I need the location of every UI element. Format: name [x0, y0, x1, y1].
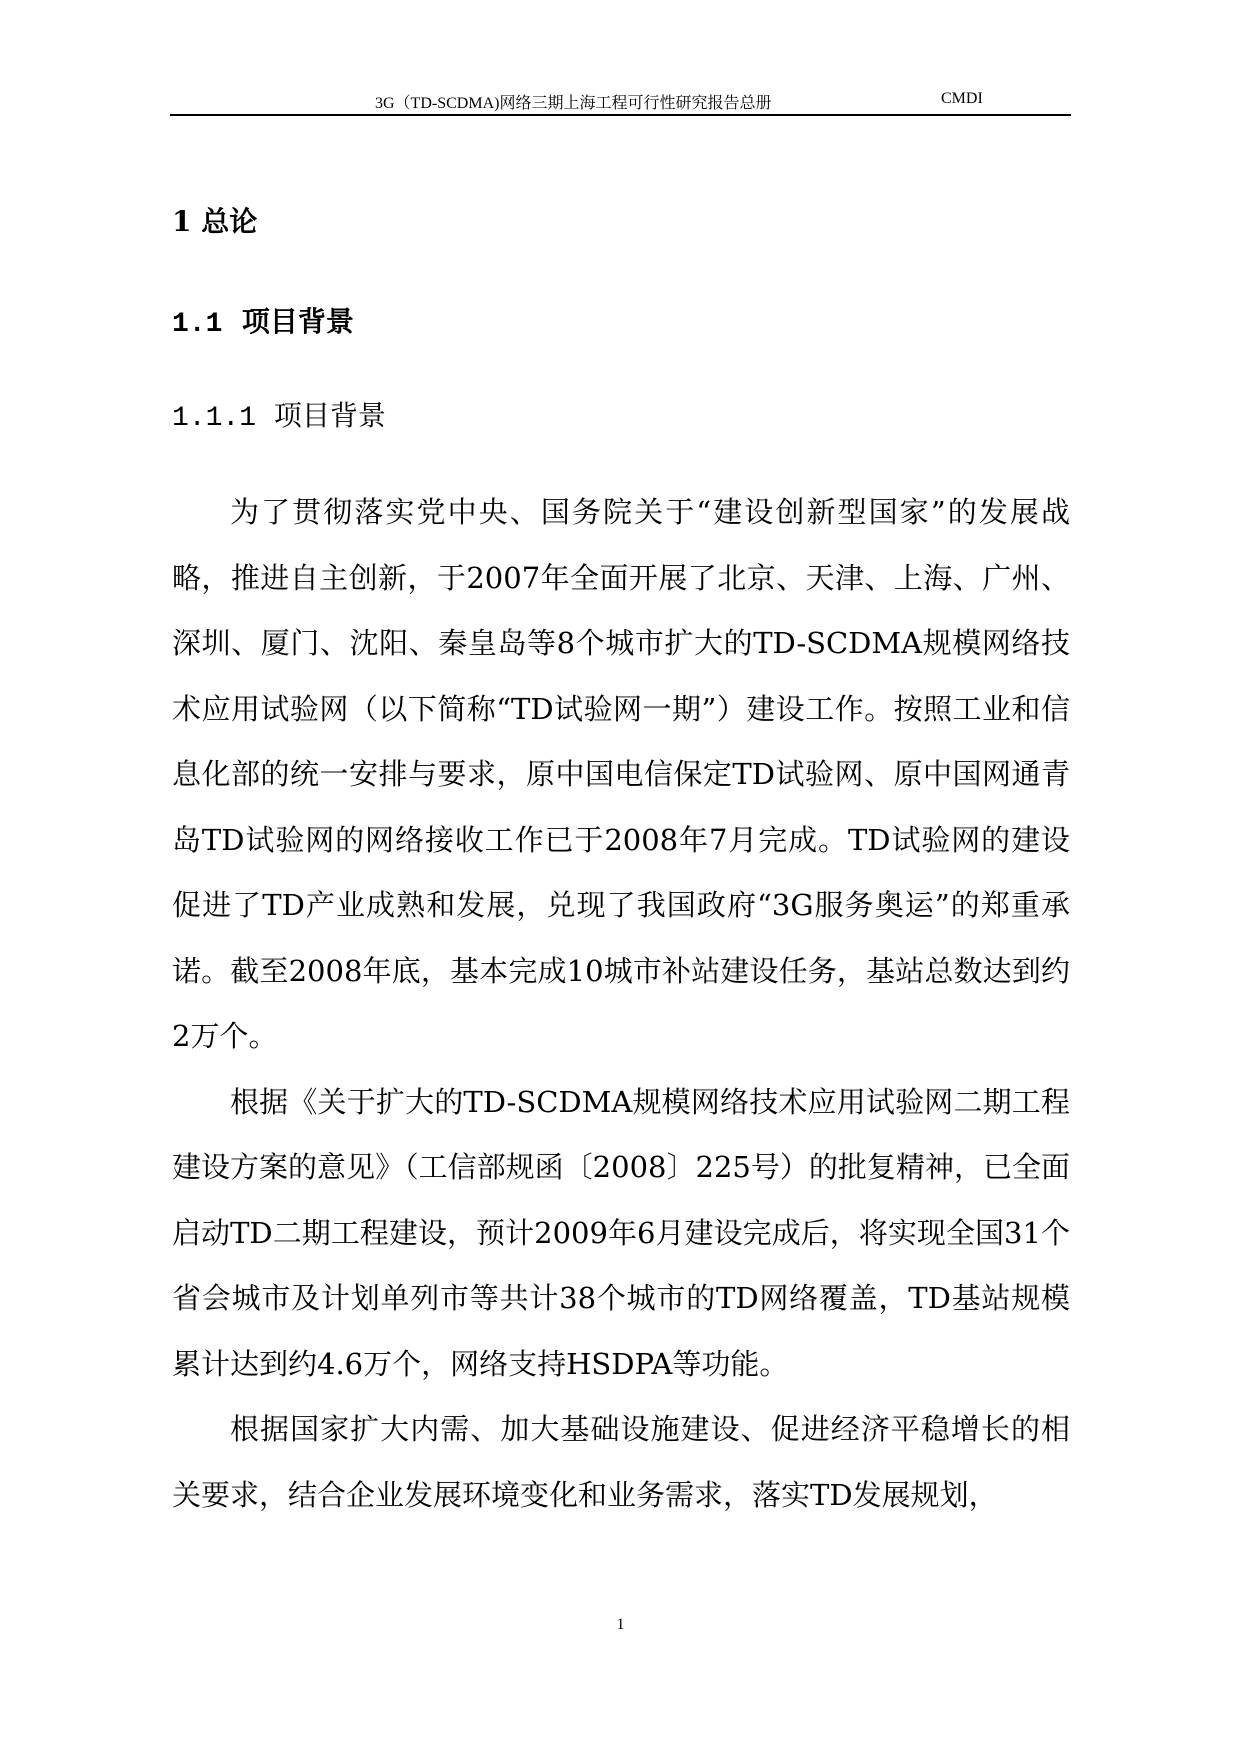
header-organization: CMDI	[941, 90, 983, 107]
paragraph: 根据国家扩大内需、加大基础设施建设、促进经济平稳增长的相关要求，结合企业发展环境变化和业务需求，落实TD发展规划，	[172, 1412, 1070, 1512]
header-document-title: 3G（TD-SCDMA)网络三期上海工程可行性研究报告总册	[375, 95, 772, 112]
page-number: 1	[616, 1616, 625, 1633]
section-heading	[172, 300, 354, 340]
chapter-number: 1	[172, 205, 192, 238]
section-title: 项目背景	[241, 305, 354, 338]
chapter-title: 总论	[201, 205, 258, 238]
paragraph: 为了贯彻落实党中央、国务院关于“建设创新型国家”的发展战略，推进自主创新，于2007年全面开展了北京、天津、上海、广州、深圳、厦门、沈阳、秦皇岛等8个城市扩大的TD-SCDMA规模网络技术应用试验网（以下简称“TD试验网一期”）建设工作。按照工业和信息化部的统一安排与要求，原中国电信保定TD试验网、原中国网通青岛TD试验网的网络接收工作已于2008年7月完成。TD试验网的建设促进了TD产业成熟和发展，兑现了我国政府“3G服务奥运”的郑重承诺。截至2008年底，基本完成10城市补站建设任务，基站总数达到约2万个。	[172, 495, 1070, 1053]
subsection-number: 1.1.1	[172, 403, 257, 434]
subsection-title: 项目背景	[273, 399, 386, 432]
subsection-heading	[172, 394, 386, 434]
chapter-heading	[172, 200, 257, 240]
section-number: 1.1	[172, 309, 223, 340]
body-text	[172, 480, 1070, 1528]
paragraph: 根据《关于扩大的TD-SCDMA规模网络技术应用试验网二期工程建设方案的意见》（工信部规函〔2008〕225号）的批复精神，已全面启动TD二期工程建设，预计2009年6月建设完成后，将实现全国31个省会城市及计划单列市等共计38个城市的TD网络覆盖，TD基站规模累计达到约4.6万个，网络支持HSDPA等功能。	[172, 1084, 1070, 1381]
running-header	[170, 86, 1071, 116]
